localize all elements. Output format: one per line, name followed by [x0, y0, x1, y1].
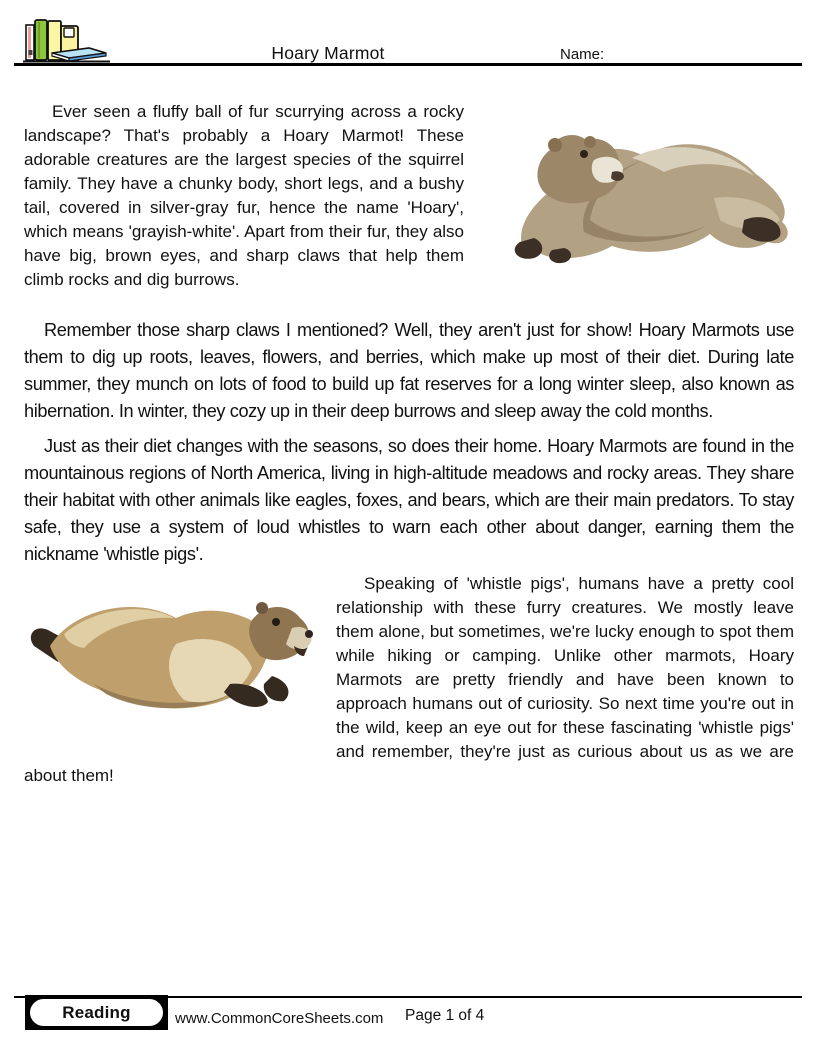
hoary-marmot-photo-top	[494, 102, 794, 267]
paragraph-text: Remember those sharp claws I mentioned? Well, they aren't just for show! Hoary Marmots use them to dig up roots, leaves, flowers, and berries, which make up most of their diet. During late summer, they munch on lots of food to build up fat reserves for a long winter sleep, also known as hibernation. In winter, they cozy up in their deep burrows and sleep away the cold months.	[24, 320, 794, 421]
paragraph-text: Speaking of 'whistle pigs', humans have a pretty cool relationship with these furry creatures. We mostly leave them alone, but sometimes, we're lucky enough to spot them while hiking or camping. Unlike other marmots, Hoary Marmots are pretty friendly and have been known to approach humans out of curiosity. So next time you're out in the wild, keep an eye out for these fascinating 'whistle pigs' and remember, they're just as curious about us as we are about them!	[24, 574, 794, 785]
paragraph-text: Ever seen a fluffy ball of fur scurrying across a rocky landscape? That's probably a Hoary Marmot! These adorable creatures are the largest species of the squirrel family. They have a chunky body, short legs, and a bushy tail, covered in silver-gray fur, hence the name 'Hoary', which means 'grayish-white'. Apart from their fur, they also have big, brown eyes, and sharp claws that help them climb rocks and dig burrows.	[24, 102, 464, 289]
paragraph-block-1	[24, 100, 794, 297]
paragraph-block-4	[24, 572, 794, 788]
reading-passage	[24, 100, 794, 788]
hoary-marmot-photo-bottom	[24, 574, 324, 722]
category-badge	[25, 995, 168, 1030]
page-title: Hoary Marmot	[271, 43, 385, 63]
website-text: www.CommonCoreSheets.com	[175, 1010, 384, 1027]
paragraph-text: Just as their diet changes with the seasons, so does their home. Hoary Marmots are found in the mountainous regions of North America, living in high-altitude meadows and rocky areas. They share their habitat with other animals like eagles, foxes, and bears, which are their main predators. To stay safe, they use a system of loud whistles to warn each other about danger, earning them the nickname 'whistle pigs'.	[24, 436, 794, 564]
page-indicator: Page 1 of 4	[405, 1007, 485, 1024]
category-badge-label: Reading	[30, 999, 163, 1026]
header-divider	[14, 63, 802, 66]
name-label: Name:	[560, 46, 605, 63]
books-stack-icon	[22, 12, 110, 64]
